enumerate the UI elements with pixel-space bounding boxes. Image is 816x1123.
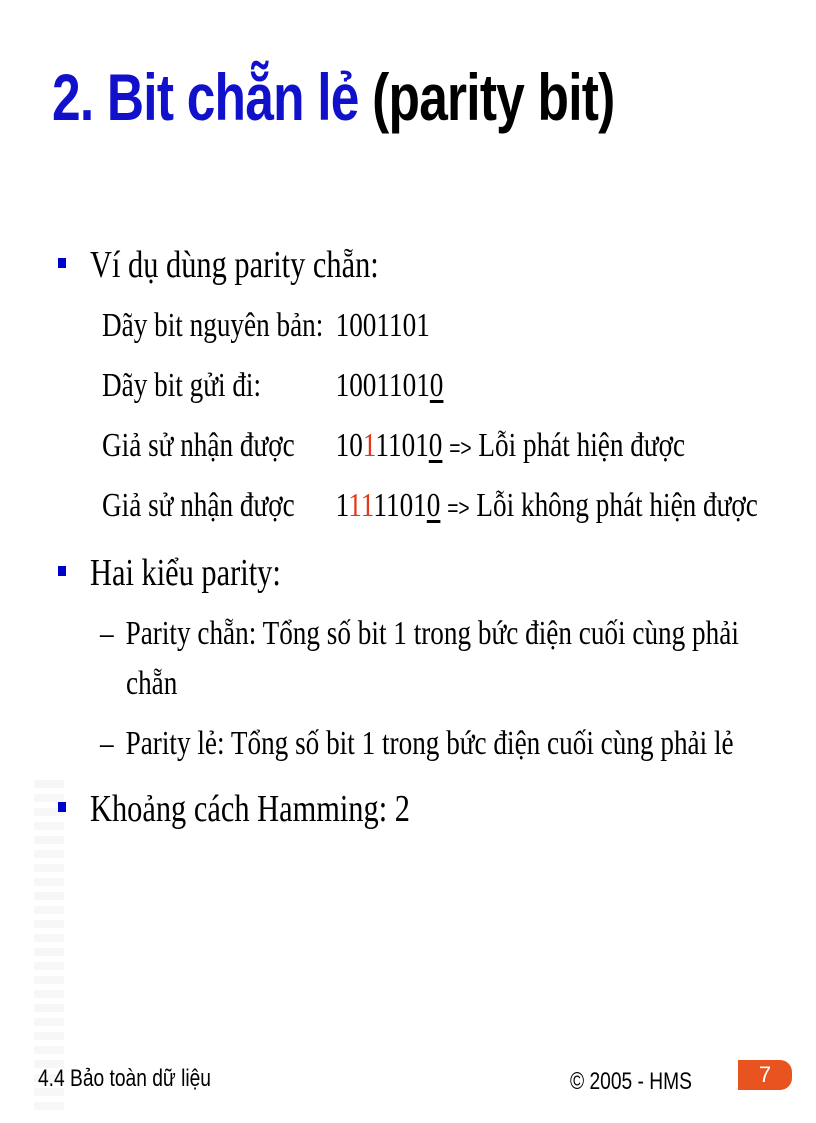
bullet-hamming: Khoảng cách Hamming: 2	[90, 788, 410, 830]
bullet-types-heading: Hai kiểu parity:	[90, 552, 281, 594]
bullet-marker	[58, 802, 66, 812]
row-result: Lỗi phát hiện được	[478, 427, 686, 464]
odd-text: Parity lẻ: Tổng số bit 1 trong bức điện cuối cùng phải lẻ	[125, 725, 734, 762]
side-watermark	[34, 780, 64, 1110]
row-bits: 1001101	[335, 307, 430, 344]
page-number: 7	[738, 1060, 792, 1090]
footer-section: 4.4 Bảo toàn dữ liệu	[38, 1065, 211, 1092]
bullet-example-heading: Ví dụ dùng parity chẵn:	[90, 244, 379, 286]
title-main: 2. Bit chẵn lẻ	[52, 60, 359, 134]
sub-item-even-cont: chẵn	[126, 665, 178, 702]
even-text: Parity chẵn: Tổng số bit 1 trong bức điện cuối cùng phải	[125, 615, 739, 652]
arrow: =>	[449, 435, 472, 462]
flipped-bits: 11	[348, 487, 374, 524]
dash: –	[100, 615, 114, 652]
flipped-bit: 1	[362, 427, 376, 464]
slide-title	[52, 52, 614, 142]
parity-bit: 0	[428, 427, 443, 464]
bullet-marker	[58, 258, 66, 268]
row-label: Giả sử nhận được	[102, 487, 295, 524]
example-row-2	[102, 364, 444, 408]
arrow: =>	[447, 495, 470, 522]
row-bits: 11111010 => Lỗi không phát hiện được	[335, 487, 758, 524]
example-row-3	[102, 424, 686, 468]
dash: –	[100, 725, 114, 762]
row-result: Lỗi không phát hiện được	[476, 487, 758, 524]
sub-item-odd	[100, 722, 734, 766]
parity-bit: 0	[426, 487, 441, 524]
example-row-1	[102, 304, 430, 348]
parity-bit: 0	[429, 367, 444, 404]
row-bits: 10111010 => Lỗi phát hiện được	[335, 427, 686, 464]
row-label: Dãy bit nguyên bản:	[102, 307, 324, 344]
row-label: Giả sử nhận được	[102, 427, 295, 464]
row-label: Dãy bit gửi đi:	[102, 367, 262, 404]
footer-copyright: © 2005 - HMS	[570, 1068, 692, 1095]
title-sub: (parity bit)	[372, 60, 615, 134]
row-bits: 10011010	[335, 367, 444, 404]
example-row-4	[102, 484, 758, 528]
sub-item-even	[100, 612, 739, 656]
bullet-marker	[58, 566, 66, 576]
